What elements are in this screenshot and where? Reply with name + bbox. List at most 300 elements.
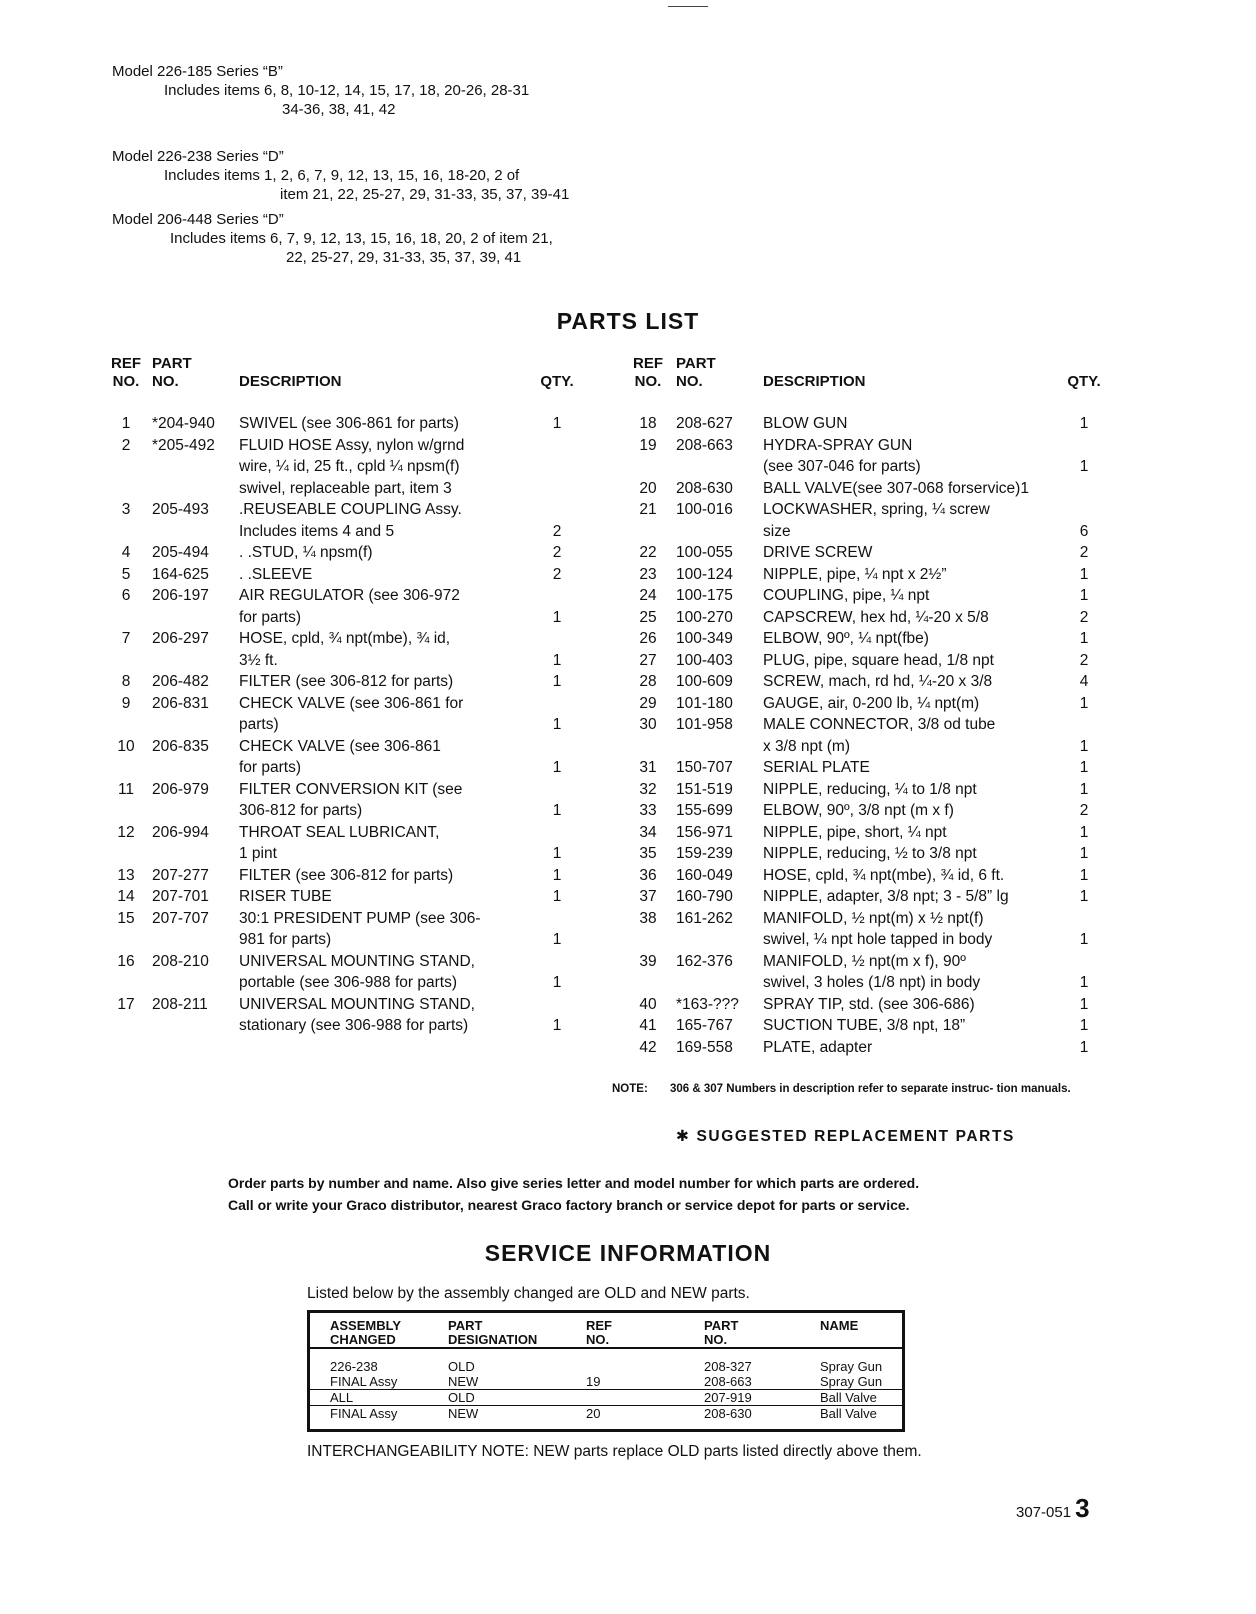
part-row: [108, 994, 608, 1037]
part-description: [239, 413, 537, 435]
part-no: 101-958: [676, 716, 733, 733]
description-line: CAPSCREW, hex hd, ¼-20 x 5/8: [763, 608, 989, 626]
ref-no-header: REF NO.: [111, 355, 141, 390]
part-row: [108, 908, 608, 951]
part-no: 156-971: [676, 823, 733, 841]
model-includes-line: item 21, 22, 25-27, 29, 31-33, 35, 37, 39-41: [280, 186, 570, 203]
description-line: CHECK VALVE (see 306-861: [239, 737, 441, 755]
part-row: [108, 671, 608, 693]
description-line: MANIFOLD, ½ npt(m) x ½ npt(f): [763, 909, 984, 927]
top-rule: [668, 6, 708, 7]
ref-no: 13: [117, 866, 135, 884]
description-line: NIPPLE, pipe, short, ¼ npt: [763, 823, 947, 841]
ref-no: 2: [121, 436, 131, 454]
part-no-header: PART NO.: [704, 1318, 739, 1347]
page-number: 3: [1075, 1493, 1090, 1523]
part-no: 100-175: [676, 587, 733, 604]
part-qty: 1: [1079, 1038, 1089, 1056]
part-row: [108, 779, 608, 822]
part-description: [239, 542, 537, 564]
ref-no: 41: [639, 1017, 657, 1034]
part-description: [763, 757, 1063, 779]
part-row: [108, 693, 608, 736]
description-line: ELBOW, 90º, 3/8 npt (m x f): [763, 802, 954, 819]
ref-no: 25: [639, 608, 657, 626]
ref-no: 29: [639, 694, 657, 712]
part-description: [763, 542, 1063, 564]
ref-no: 20: [639, 479, 657, 497]
part-designation-header: PART DESIGNATION: [448, 1318, 538, 1347]
part-row: [628, 628, 1128, 650]
part-no: *204-940: [152, 415, 215, 432]
part-qty: 1: [1079, 458, 1089, 475]
part-qty: 1: [1079, 866, 1089, 884]
part-qty: 2: [1079, 608, 1089, 626]
ref-no: 22: [639, 544, 657, 561]
part-no: 206-297: [152, 630, 209, 647]
part-no: 208-627: [676, 415, 733, 432]
part-description: [763, 585, 1063, 607]
part-no: 208-630: [676, 479, 733, 497]
order-line: Order parts by number and name. Also give series letter and model number for which parts are ordered.: [228, 1175, 920, 1191]
designation-cell: NEW: [448, 1406, 479, 1421]
suggested-replacement-parts: ✱ SUGGESTED REPLACEMENT PARTS: [676, 1128, 1015, 1145]
part-qty: 1: [1079, 630, 1089, 647]
description-line: HOSE, cpld, ¾ npt(mbe), ¾ id,: [239, 630, 451, 647]
part-qty: 2: [552, 522, 562, 540]
part-cell: 208-327: [704, 1359, 752, 1374]
part-qty: 1: [1079, 780, 1089, 798]
ref-no-header: REF NO.: [586, 1318, 612, 1347]
part-row: [628, 693, 1128, 715]
page-footer: [1016, 1493, 1090, 1524]
part-qty: 1: [1079, 888, 1089, 905]
description-line: PLATE, adapter: [763, 1038, 873, 1056]
description-line: (see 307-046 for parts): [763, 458, 921, 475]
description-line: parts): [239, 716, 279, 733]
part-qty: 1: [1079, 845, 1089, 862]
description-line: swivel, 3 holes (1/8 npt) in body: [763, 974, 981, 991]
description-line: Includes items 4 and 5: [239, 522, 395, 540]
part-description: [763, 843, 1063, 865]
service-row: [310, 1390, 902, 1406]
part-qty: 1: [552, 651, 562, 669]
ref-no: 19: [639, 436, 657, 454]
part-qty: 1: [1079, 931, 1089, 948]
model-includes-line: Includes items 6, 8, 10-12, 14, 15, 17, 18, 20-26, 28-31: [164, 82, 530, 99]
description-line: wire, ¼ id, 25 ft., cpld ¼ npsm(f): [239, 458, 460, 475]
document-number: 307-051: [1016, 1504, 1072, 1521]
part-row: [628, 1015, 1128, 1037]
description-line: UNIVERSAL MOUNTING STAND,: [239, 952, 475, 970]
description-line: size: [763, 522, 791, 540]
ref-cell: [586, 1359, 704, 1374]
service-table-header: [310, 1313, 902, 1348]
ref-no: 17: [117, 995, 135, 1013]
part-row: [628, 779, 1128, 801]
order-instructions: [228, 1172, 1028, 1216]
part-qty: 2: [552, 565, 562, 583]
description-line: NIPPLE, reducing, ¼ to 1/8 npt: [763, 780, 977, 798]
ref-no: 27: [639, 651, 657, 669]
part-description: [763, 499, 1063, 542]
parts-rows: [628, 413, 1128, 1058]
parts-note: [612, 1082, 1092, 1097]
part-no: 207-707: [152, 909, 209, 927]
part-row: [108, 542, 608, 564]
part-qty: 1: [552, 802, 562, 819]
ref-no: 9: [121, 694, 131, 712]
model-includes-line: 22, 25-27, 29, 31-33, 35, 37, 39, 41: [286, 249, 522, 266]
part-no: *205-492: [152, 436, 215, 454]
part-qty: 1: [552, 759, 562, 776]
part-no: 208-211: [152, 995, 208, 1013]
part-description: [239, 779, 537, 822]
part-qty: 1: [1079, 565, 1089, 583]
part-no: 100-016: [676, 501, 733, 518]
model-226-238: [112, 147, 732, 204]
part-description: [763, 951, 1063, 994]
designation-cell: OLD: [448, 1390, 586, 1406]
part-no: 100-609: [676, 673, 733, 690]
part-row: [628, 714, 1128, 757]
part-description: [763, 628, 1063, 650]
assembly-cell: FINAL Assy: [330, 1406, 398, 1421]
ref-no: 26: [639, 630, 657, 647]
part-no: 155-699: [676, 802, 733, 819]
part-no: 100-403: [676, 651, 733, 669]
part-no: 206-994: [152, 823, 209, 841]
part-qty: 4: [1079, 673, 1089, 690]
description-line: SUCTION TUBE, 3/8 npt, 18”: [763, 1017, 966, 1034]
part-description: [763, 478, 1063, 500]
part-row: [628, 413, 1128, 435]
description-line: portable (see 306-988 for parts): [239, 974, 457, 991]
part-description: [763, 693, 1063, 715]
description-line: CHECK VALVE (see 306-861 for: [239, 694, 464, 712]
designation-cell: OLD: [448, 1359, 475, 1374]
description-line: 306-812 for parts): [239, 802, 363, 819]
ref-no: 12: [117, 823, 135, 841]
part-qty: 2: [552, 544, 562, 561]
parts-list-title: PARTS LIST: [556, 308, 700, 334]
ref-no: 7: [121, 630, 131, 647]
ref-no: 21: [639, 501, 657, 518]
part-row: [628, 1037, 1128, 1059]
assembly-changed-header: ASSEMBLY CHANGED: [330, 1318, 402, 1347]
part-row: [628, 757, 1128, 779]
ref-no-header: REF NO.: [633, 355, 663, 390]
description-line: 1 pint: [239, 845, 277, 862]
part-description: [239, 499, 537, 542]
part-description: [239, 951, 537, 994]
description-line: HYDRA-SPRAY GUN: [763, 436, 913, 454]
description-line: DRIVE SCREW: [763, 544, 873, 561]
part-no: 208-210: [152, 952, 209, 970]
part-row: [108, 736, 608, 779]
ref-no: 33: [639, 802, 657, 819]
model-includes-line: Includes items 6, 7, 9, 12, 13, 15, 16, 18, 20, 2 of item 21,: [170, 230, 553, 247]
description-line: AIR REGULATOR (see 306-972: [239, 587, 460, 604]
ref-no: 42: [639, 1038, 657, 1056]
part-description: [763, 607, 1063, 629]
part-qty: 1: [1079, 995, 1089, 1013]
part-qty: 2: [1079, 544, 1089, 561]
ref-no: 24: [639, 587, 657, 604]
part-no: 164-625: [152, 565, 209, 583]
description-line: SERIAL PLATE: [763, 759, 870, 776]
service-intro: Listed below by the assembly changed are OLD and NEW parts.: [307, 1285, 750, 1302]
part-description: [763, 908, 1063, 951]
description-line: HOSE, cpld, ¾ npt(mbe), ¾ id, 6 ft.: [763, 866, 1005, 884]
part-qty: 1: [552, 716, 562, 733]
part-qty: 1: [1079, 1017, 1089, 1034]
part-row: [628, 908, 1128, 951]
description-line: 3½ ft.: [239, 651, 278, 669]
ref-no: 39: [639, 952, 657, 970]
part-description: [239, 585, 537, 628]
ref-cell: 20: [586, 1406, 601, 1421]
order-line: Call or write your Graco distributor, nearest Graco factory branch or service depot for parts or service.: [228, 1197, 910, 1213]
part-row: [108, 951, 608, 994]
description-line: SPRAY TIP, std. (see 306-686): [763, 995, 975, 1013]
part-qty: 2: [1079, 651, 1089, 669]
part-no: 162-376: [676, 952, 733, 970]
part-row: [628, 843, 1128, 865]
ref-cell: 19: [586, 1374, 704, 1390]
name-cell: Ball Valve: [820, 1406, 877, 1421]
part-qty: 1: [552, 845, 562, 862]
description-line: FILTER CONVERSION KIT (see: [239, 780, 463, 798]
ref-no: 40: [639, 995, 657, 1013]
description-line: . .SLEEVE: [239, 565, 313, 583]
part-qty: 1: [552, 415, 562, 432]
part-no-header: PART NO.: [676, 355, 716, 390]
description-line: ELBOW, 90º, ¼ npt(fbe): [763, 630, 929, 647]
part-row: [628, 607, 1128, 629]
description-line: 981 for parts): [239, 931, 332, 948]
parts-list-right: [628, 355, 1128, 1058]
ref-no: 11: [117, 780, 135, 798]
model-includes: [112, 62, 732, 295]
description-line: swivel, replaceable part, item 3: [239, 479, 452, 497]
description-line: GAUGE, air, 0-200 lb, ¼ npt(m): [763, 694, 980, 712]
description-line: MALE CONNECTOR, 3/8 od tube: [763, 716, 996, 733]
part-qty: 2: [1079, 802, 1089, 819]
description-line: NIPPLE, pipe, ¼ npt x 2½”: [763, 565, 947, 583]
service-row: [310, 1359, 902, 1374]
ref-no: 6: [121, 587, 131, 604]
part-qty: 1: [552, 1017, 562, 1034]
description-line: .REUSEABLE COUPLING Assy.: [239, 501, 462, 518]
service-row: [310, 1374, 902, 1390]
part-cell: 207-919: [704, 1390, 820, 1406]
description-line: FILTER (see 306-812 for parts): [239, 866, 454, 884]
part-row: [628, 435, 1128, 478]
description-line: LOCKWASHER, spring, ¼ screw: [763, 501, 990, 518]
part-description: [239, 693, 537, 736]
part-qty: 6: [1079, 522, 1089, 540]
description-line: BLOW GUN: [763, 415, 848, 432]
ref-no: 10: [117, 737, 135, 755]
model-includes-line: Includes items 1, 2, 6, 7, 9, 12, 13, 15, 16, 18-20, 2 of: [164, 167, 520, 184]
part-no: 207-701: [152, 888, 209, 905]
description-line: NIPPLE, adapter, 3/8 npt; 3 - 5/8” lg: [763, 888, 1009, 905]
part-no: 100-124: [676, 565, 733, 583]
note-label: NOTE:: [612, 1083, 648, 1095]
description-line: BALL VALVE(see 307-068 forservice)1: [763, 479, 1029, 497]
description-line: PLUG, pipe, square head, 1/8 npt: [763, 651, 994, 669]
name-cell: Spray Gun: [820, 1359, 883, 1374]
part-row: [108, 413, 608, 435]
part-row: [628, 542, 1128, 564]
description-line: COUPLING, pipe, ¼ npt: [763, 587, 930, 604]
part-no: *163-???: [676, 995, 739, 1013]
parts-rows: [108, 413, 608, 1037]
part-row: [108, 865, 608, 887]
part-row: [628, 822, 1128, 844]
ref-no: 30: [639, 716, 657, 733]
part-description: [763, 779, 1063, 801]
part-row: [108, 435, 608, 500]
part-description: [239, 736, 537, 779]
ref-no: 18: [639, 415, 657, 432]
part-no: 101-180: [676, 694, 733, 712]
part-cell: 208-663: [704, 1374, 820, 1390]
description-line: NIPPLE, reducing, ½ to 3/8 npt: [763, 845, 977, 862]
part-description: [239, 908, 537, 951]
ref-no: 37: [639, 888, 657, 905]
part-description: [763, 564, 1063, 586]
interchangeability-note: INTERCHANGEABILITY NOTE: NEW parts replace OLD parts listed directly above them.: [307, 1443, 922, 1460]
description-line: for parts): [239, 759, 302, 776]
part-description: [763, 865, 1063, 887]
description-line: swivel, ¼ npt hole tapped in body: [763, 931, 993, 948]
part-row: [628, 951, 1128, 994]
part-description: [239, 865, 537, 887]
part-description: [239, 628, 537, 671]
part-no: 206-835: [152, 737, 209, 755]
part-row: [108, 822, 608, 865]
note-text: 306 & 307 Numbers in description refer to separate instruc- tion manuals.: [670, 1083, 1071, 1095]
description-line: FILTER (see 306-812 for parts): [239, 673, 454, 690]
part-no: 151-519: [676, 780, 733, 798]
part-row: [628, 865, 1128, 887]
part-description: [763, 886, 1063, 908]
name-header: NAME: [820, 1318, 859, 1333]
ref-no: 28: [639, 673, 657, 690]
part-row: [628, 585, 1128, 607]
part-description: [239, 671, 537, 693]
part-qty: 1: [1079, 415, 1089, 432]
model-name: Model 206-448 Series “D”: [112, 211, 284, 228]
ref-no: 38: [639, 909, 657, 927]
part-qty: 1: [1079, 694, 1089, 712]
model-includes-line: 34-36, 38, 41, 42: [282, 101, 396, 118]
part-no: 205-493: [152, 501, 209, 518]
ref-no: 15: [117, 909, 135, 927]
description-line: RISER TUBE: [239, 888, 332, 905]
name-cell: Ball Valve: [820, 1390, 902, 1406]
part-no: 159-239: [676, 845, 733, 862]
ref-no: 3: [121, 501, 131, 518]
part-no: 206-197: [152, 587, 209, 604]
part-description: [763, 714, 1063, 757]
part-no: 206-482: [152, 673, 209, 690]
parts-list-header: [628, 355, 1128, 391]
part-description: [763, 994, 1063, 1016]
description-line: x 3/8 npt (m): [763, 737, 850, 755]
part-description: [763, 800, 1063, 822]
part-row: [628, 800, 1128, 822]
ref-no: 4: [121, 544, 131, 561]
part-no: 207-277: [152, 866, 209, 884]
part-description: [239, 435, 537, 500]
service-information-title: SERVICE INFORMATION: [484, 1240, 772, 1266]
part-description: [763, 822, 1063, 844]
parts-list-header: [108, 355, 608, 391]
description-line: for parts): [239, 608, 302, 626]
part-qty: 1: [552, 673, 562, 690]
ref-no: 8: [121, 673, 131, 690]
part-qty: 1: [1079, 759, 1089, 776]
part-no: 169-558: [676, 1038, 733, 1056]
part-row: [628, 886, 1128, 908]
description-line: MANIFOLD, ½ npt(m x f), 90º: [763, 952, 966, 970]
part-qty: 1: [552, 866, 562, 884]
ref-cell: [586, 1390, 704, 1406]
part-no: 100-349: [676, 630, 733, 647]
description-line: SCREW, mach, rd hd, ¼-20 x 3/8: [763, 673, 993, 690]
part-qty: 1: [1079, 737, 1089, 755]
part-no: 150-707: [676, 759, 733, 776]
part-row: [628, 564, 1128, 586]
part-qty: 1: [552, 608, 562, 626]
part-qty: [1063, 478, 1105, 500]
description-header: DESCRIPTION: [239, 373, 342, 390]
part-description: [763, 435, 1063, 478]
service-table: [307, 1310, 905, 1432]
part-no: 100-270: [676, 608, 733, 626]
part-no: 100-055: [676, 544, 733, 561]
description-line: 30:1 PRESIDENT PUMP (see 306-: [239, 909, 481, 927]
ref-no: 32: [639, 780, 657, 798]
part-row: [628, 499, 1128, 542]
part-qty: 1: [1079, 823, 1089, 841]
part-description: [239, 994, 537, 1037]
part-no-header: PART NO.: [152, 355, 192, 390]
description-line: . .STUD, ¼ npsm(f): [239, 544, 373, 561]
part-description: [763, 650, 1063, 672]
designation-cell: NEW: [448, 1374, 586, 1390]
part-no: 208-663: [676, 436, 733, 454]
part-description: [763, 671, 1063, 693]
part-description: [239, 886, 537, 908]
description-line: stationary (see 306-988 for parts): [239, 1017, 469, 1034]
part-no: 160-790: [676, 888, 733, 905]
ref-no: 16: [117, 952, 135, 970]
assembly-cell: 226-238: [330, 1359, 378, 1374]
description-line: UNIVERSAL MOUNTING STAND,: [239, 995, 475, 1013]
part-no: 161-262: [676, 909, 733, 927]
assembly-cell: ALL: [310, 1390, 448, 1406]
part-no: 165-767: [676, 1017, 733, 1034]
part-qty: 1: [552, 974, 562, 991]
description-header: DESCRIPTION: [763, 373, 866, 390]
part-description: [239, 564, 537, 586]
parts-list-left: [108, 355, 608, 1037]
ref-no: 23: [639, 565, 657, 583]
